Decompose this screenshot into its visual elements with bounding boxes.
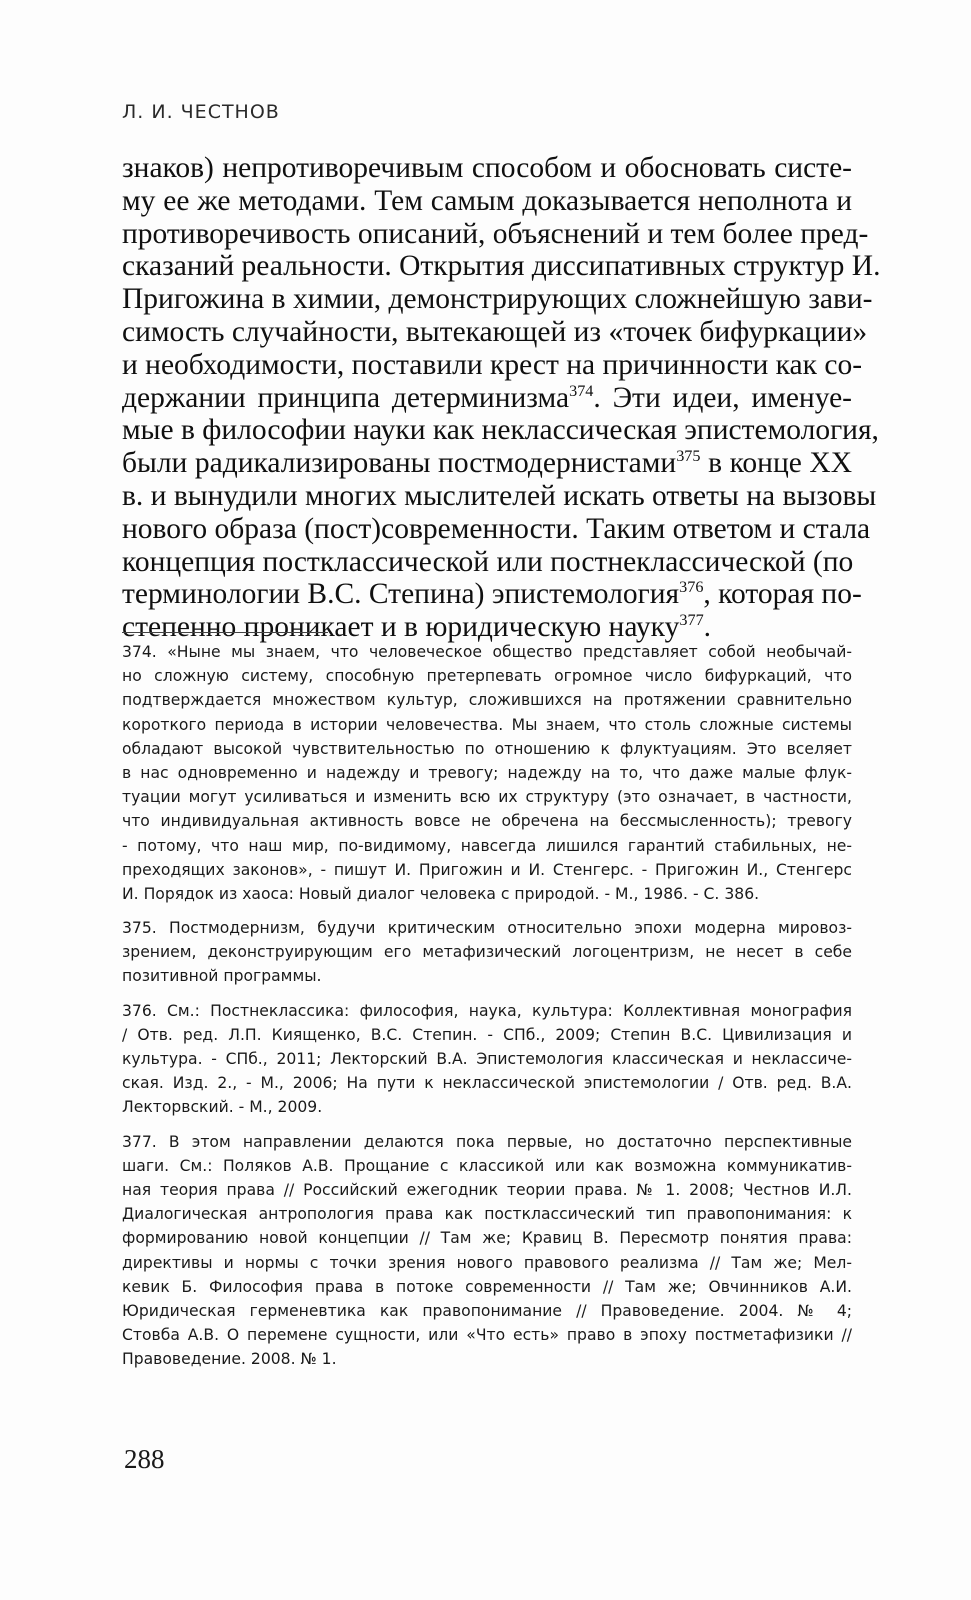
- main-text-line: [122, 382, 852, 415]
- footnote-line: позитивной программы.: [122, 967, 322, 986]
- main-text-fragment: .: [703, 611, 712, 644]
- footnote-line: зрением, деконструирующим его метафизический логоцентризм, не несет в себе: [122, 943, 852, 962]
- footnote-ref-374: 374: [569, 381, 594, 400]
- main-text-fragment: , которая по-: [703, 578, 862, 611]
- main-text-line: знаков) непротиворечивым способом и обосновать систе-: [122, 152, 852, 184]
- footnote-375: [122, 916, 852, 989]
- main-text-line: симость случайности, вытекающей из «точек бифуркации»: [122, 315, 868, 348]
- footnote-line: культура. - СПб., 2011; Лекторский В.А. Эпистемология классическая и неклассиче-: [122, 1050, 852, 1068]
- main-text-line: [122, 578, 862, 611]
- footnote-line: / Отв. ред. Л.П. Киященко, В.С. Степин. - СПб., 2009; Степин В.С. Цивилизация и: [122, 1025, 852, 1044]
- footnote-line: ная теория права // Российский ежегодник теории права. № 1. 2008; Честнов И.Л.: [122, 1180, 852, 1199]
- footnote-line: подтверждается множеством культур, сложившихся на протяжении сравнительно: [122, 691, 852, 710]
- main-text-line: мые в философии науки как неклассическая эпистемология,: [122, 414, 879, 447]
- footnotes: [122, 640, 852, 1381]
- main-text-line: нового образа (пост)современности. Таким ответом и стала: [122, 512, 871, 545]
- footnote-line: Стовба А.В. О перемене сущности, или «Что есть» право в эпоху постметафизики //: [122, 1326, 852, 1345]
- main-text-fragment: в конце XX: [700, 447, 852, 480]
- footnote-line: в нас одновременно и надежду и тревогу; надежду на то, что даже малые флук-: [122, 763, 852, 782]
- footnote-374: [122, 640, 852, 906]
- footnote-ref-377: 377: [679, 611, 704, 630]
- main-text-fragment: степенно проникает и в юридическую науку: [122, 611, 680, 644]
- footnote-line: туации могут усиливаться и изменить всю их структуру (это означает, в частности,: [122, 788, 852, 807]
- footnote-line: формированию новой концепции // Там же; Кравиц В. Пересмотр понятия права:: [122, 1229, 852, 1248]
- footnote-line: - потому, что наш мир, по-видимому, навсегда лишился гарантий стабильных, не-: [122, 836, 852, 855]
- footnote-377: [122, 1130, 852, 1372]
- footnote-line: Диалогическая антропология права как постклассический тип правопонимания: к: [122, 1205, 852, 1224]
- main-text-line: в. и вынудили многих мыслителей искать ответы на вызовы: [122, 479, 877, 512]
- footnote-line: Правоведение. 2008. № 1.: [122, 1350, 337, 1369]
- footnote-line: кевик Б. Философия права в потоке современности // Там же; Овчинников А.И.: [122, 1277, 852, 1296]
- footnote-line: ская. Изд. 2., - М., 2006; На пути к неклассической эпистемологии / Отв. ред. В.А.: [122, 1074, 852, 1093]
- main-text-fragment: . Эти идеи, именуе-: [593, 381, 852, 414]
- main-text-line: и необходимости, поставили крест на причинности как со-: [122, 348, 863, 381]
- footnote-ref-375: 375: [676, 447, 701, 466]
- footnote-line: шаги. См.: Поляков А.В. Прощание с классикой или как возможна коммуникатив-: [122, 1156, 852, 1175]
- running-head: Л. И. ЧЕСТНОВ: [122, 101, 280, 123]
- footnote-line: что индивидуальная активность вовсе не обречена на бессмысленность); тревогу: [122, 812, 852, 831]
- footnote-line: короткого периода в истории человечества. Мы знаем, что столь сложные системы: [122, 715, 852, 734]
- footnote-line: обладают высокой чувствительностью по отношению к флуктуациям. Это вселяет: [122, 739, 852, 758]
- footnote-line: 377. В этом направлении делаются пока первые, но достаточно перспективные: [122, 1132, 852, 1151]
- footnote-376: [122, 999, 852, 1120]
- main-text-fragment: держании принципа детерминизма: [122, 381, 570, 414]
- main-text-line: му ее же методами. Тем самым доказывается неполнота и: [122, 184, 852, 217]
- footnote-line: директивы и нормы с точки зрения нового правового реализма // Там же; Мел-: [122, 1253, 852, 1272]
- main-text-fragment: были радикализированы постмодернистами: [122, 447, 677, 480]
- main-text-fragment: терминологии В.С. Степина) эпистемология: [122, 578, 680, 611]
- main-text-line: противоречивость описаний, объяснений и тем более пред-: [122, 217, 869, 250]
- footnote-line: И. Порядок из хаоса: Новый диалог человека с природой. - М., 1986. - С. 386.: [122, 884, 760, 903]
- footnote-ref-376: 376: [679, 578, 704, 597]
- footnote-line: но сложную систему, способную претерпевать огромное число бифуркаций, что: [122, 667, 852, 686]
- footnote-line: Юридическая герменевтика как правопонимание // Правоведение. 2004. № 4;: [122, 1301, 852, 1320]
- main-text-block: [122, 152, 881, 644]
- footnote-line: 376. См.: Постнеклассика: философия, наука, культура: Коллективная монография: [122, 1001, 852, 1020]
- main-text-line: сказаний реальности. Открытия диссипативных структур И.: [122, 250, 881, 283]
- footnote-line: преходящих законов», - пишут И. Пригожин и И. Стенгерс. - Пригожин И., Стенгерс: [122, 860, 852, 879]
- footnote-line: 374. «Ныне мы знаем, что человеческое общество представляет собой необычай-: [122, 643, 852, 661]
- page-number: 288: [124, 1444, 165, 1474]
- footnote-line: 375. Постмодернизм, будучи критическим относительно эпохи модерна мировоз-: [122, 919, 852, 938]
- main-text-line: концепция постклассической или постнеклассической (по: [122, 545, 854, 578]
- footnote-line: Лекторвский. - М., 2009.: [122, 1098, 323, 1117]
- main-text-line: [122, 447, 852, 480]
- footnote-separator: [122, 632, 328, 633]
- main-text-line: Пригожина в химии, демонстрирующих сложнейшую зави-: [122, 283, 873, 316]
